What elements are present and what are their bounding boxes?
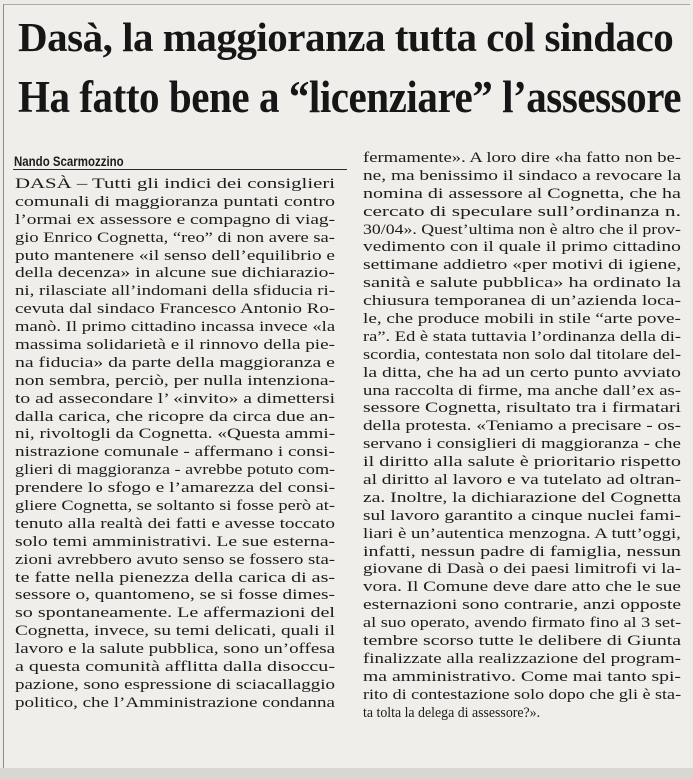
- article-line: le, che produce mobili in stile “arte pove-: [363, 311, 681, 328]
- article-line: massima solidarietà e il rinnovo della pie-: [15, 337, 335, 354]
- article-line: esternazioni sono contrarie, anzi opposte: [363, 597, 682, 614]
- article-line: puto mantenere «il senso dell’equilibrio e: [15, 247, 335, 264]
- article-line: vora. Il Comune deve dare atto che le sue: [363, 579, 681, 596]
- article-line: ta tolta la delega di assessore?».: [363, 704, 541, 721]
- headline: [18, 8, 683, 126]
- article-line: dalla carica, che ricopre da circa due an-: [15, 408, 335, 425]
- headline-line-2: Ha fatto bene a “licenziare” l’assessore: [18, 72, 681, 122]
- article-line: DASÀ – Tutti gli indici dei consiglieri: [15, 176, 336, 192]
- article-line: scordia, contestata non solo dal titolare del-: [363, 346, 682, 363]
- scan-bottom-edge: [0, 768, 693, 779]
- article-line: manò. Il primo cittadino incassa invece «la: [15, 319, 336, 336]
- article-line: 30/04». Quest’ultima non è altro che il prov-: [363, 221, 681, 238]
- article-line: ne, ma benissimo il sindaco a revocare la: [363, 167, 682, 184]
- article-line: ni, rivoltogli da Cognetta. «Questa ammi-: [15, 426, 336, 443]
- article-line: cercato di speculare sull’ordinanza n.: [363, 203, 681, 220]
- article-line: al suo operato, avendo firmato fino al 3 set-: [363, 615, 682, 632]
- author-byline: Nando Scarmozzino: [14, 154, 124, 169]
- article-line: il diritto alla salute è prioritario rispetto: [363, 454, 681, 471]
- article-line: infatti, nessun padre di famiglia, nessun: [363, 543, 681, 560]
- article-line: ma amministrativo. Come mai tanto spi-: [363, 668, 682, 685]
- article-line: nomina di assessore al Cognetta, che ha: [363, 185, 681, 202]
- article-line: na fiducia» da parte della maggioranza e: [15, 354, 335, 371]
- article-line: comunali di maggioranza puntati contro: [15, 193, 336, 210]
- article-line: sessore Cognetta, risultato tra i firmatari: [363, 400, 682, 417]
- headline-line-1: Dasà, la maggioranza tutta col sindaco: [18, 14, 674, 60]
- article-line: nistrazione comunale - affermano i consi-: [15, 444, 335, 461]
- article-line: gliere Cognetta, se soltanto si fosse però at-: [15, 498, 335, 515]
- article-left-column: [15, 176, 339, 713]
- article-line: vedimento con il quale il primo cittadino: [363, 239, 681, 256]
- article-line: cevuta dal sindaco Francesco Antonio Ro-: [15, 301, 336, 318]
- article-line: Cognetta, invece, su temi delicati, quali il: [15, 623, 335, 640]
- article-line: sessore o, quantomeno, se si fosse dimes-: [15, 587, 335, 604]
- article-line: gio Enrico Cognetta, “reo” di non avere sa-: [15, 229, 335, 246]
- article-line: l’ormai ex assessore e compagno di viag-: [15, 211, 336, 228]
- article-line: liari è un’autentica menzogna. A tutt’oggi,: [363, 525, 681, 542]
- article-right-column: [363, 150, 681, 723]
- article-line: ni, rilasciate all’indomani della sfiducia ri-: [15, 283, 335, 300]
- byline-rule: [13, 169, 347, 170]
- article-line: politico, che l’Amministrazione condanna: [15, 694, 336, 711]
- article-line: della decenza» in alcune sue dichiarazio-: [15, 265, 335, 282]
- article-line: giovane di Dasà o dei paesi limitrofi vi la-: [363, 561, 682, 578]
- article-line: chiusura temporanea di un’azienda loca-: [363, 293, 682, 310]
- article-line: la ditta, che ha ad un certo punto avviato: [363, 364, 681, 381]
- article-line: finalizzate alla realizzazione del program-: [363, 650, 681, 667]
- article-line: glieri di maggioranza - avrebbe potuto com-: [15, 462, 336, 479]
- article-line: to ad assecondare l’ «invito» a dimettersi: [15, 390, 336, 407]
- article-line: te fatte nella pienezza della carica di as-: [15, 569, 336, 586]
- article-line: zioni avrebbero avuto senso se fossero sta-: [15, 551, 336, 568]
- article-line: servano i consiglieri di maggioranza - che: [363, 436, 681, 453]
- article-line: sanità e salute pubblica» ha ordinato la: [363, 275, 681, 292]
- article-line: non sembra, perciò, per nulla intenziona-: [15, 372, 335, 389]
- article-line: sul lavoro garantito a cinque nuclei fami-: [363, 507, 681, 524]
- article-line: so spontaneamente. Le affermazioni del: [15, 605, 336, 622]
- article-line: ra”. Ed è stata tuttavia l’ordinanza della di-: [363, 328, 682, 345]
- article-line: prendere lo sfogo e l’amarezza del consi-: [15, 480, 336, 497]
- article-line: fermamente». A loro dire «ha fatto non be-: [363, 150, 682, 166]
- article-line: solo temi amministrativi. Le sue esterna-: [15, 533, 336, 550]
- article-line: pazione, sono espressione di sciacallaggio: [15, 676, 336, 693]
- article-line: a questa comunità afflitta dalla disoccu-: [15, 659, 336, 676]
- article-line: al diritto al lavoro e va tutelato ad oltran-: [363, 472, 682, 489]
- article-line: lavoro e la salute pubblica, sono un’offesa: [15, 641, 336, 658]
- article-line: una raccolta di firme, ma anche dall’ex as-: [363, 382, 681, 399]
- article-line: rito di contestazione solo dopo che gli è sta-: [363, 686, 682, 703]
- article-line: della protesta. «Teniamo a precisare - os-: [363, 418, 682, 435]
- article-line: settimane addietro «per motivi di igiene,: [363, 257, 682, 274]
- article-line: tenuto alla realtà dei fatti e avesse toccato: [15, 515, 335, 532]
- article-line: tembre scorso tutte le delibere di Giunta: [363, 633, 682, 650]
- article-line: za. Inoltre, la dichiarazione del Cognetta: [363, 489, 682, 506]
